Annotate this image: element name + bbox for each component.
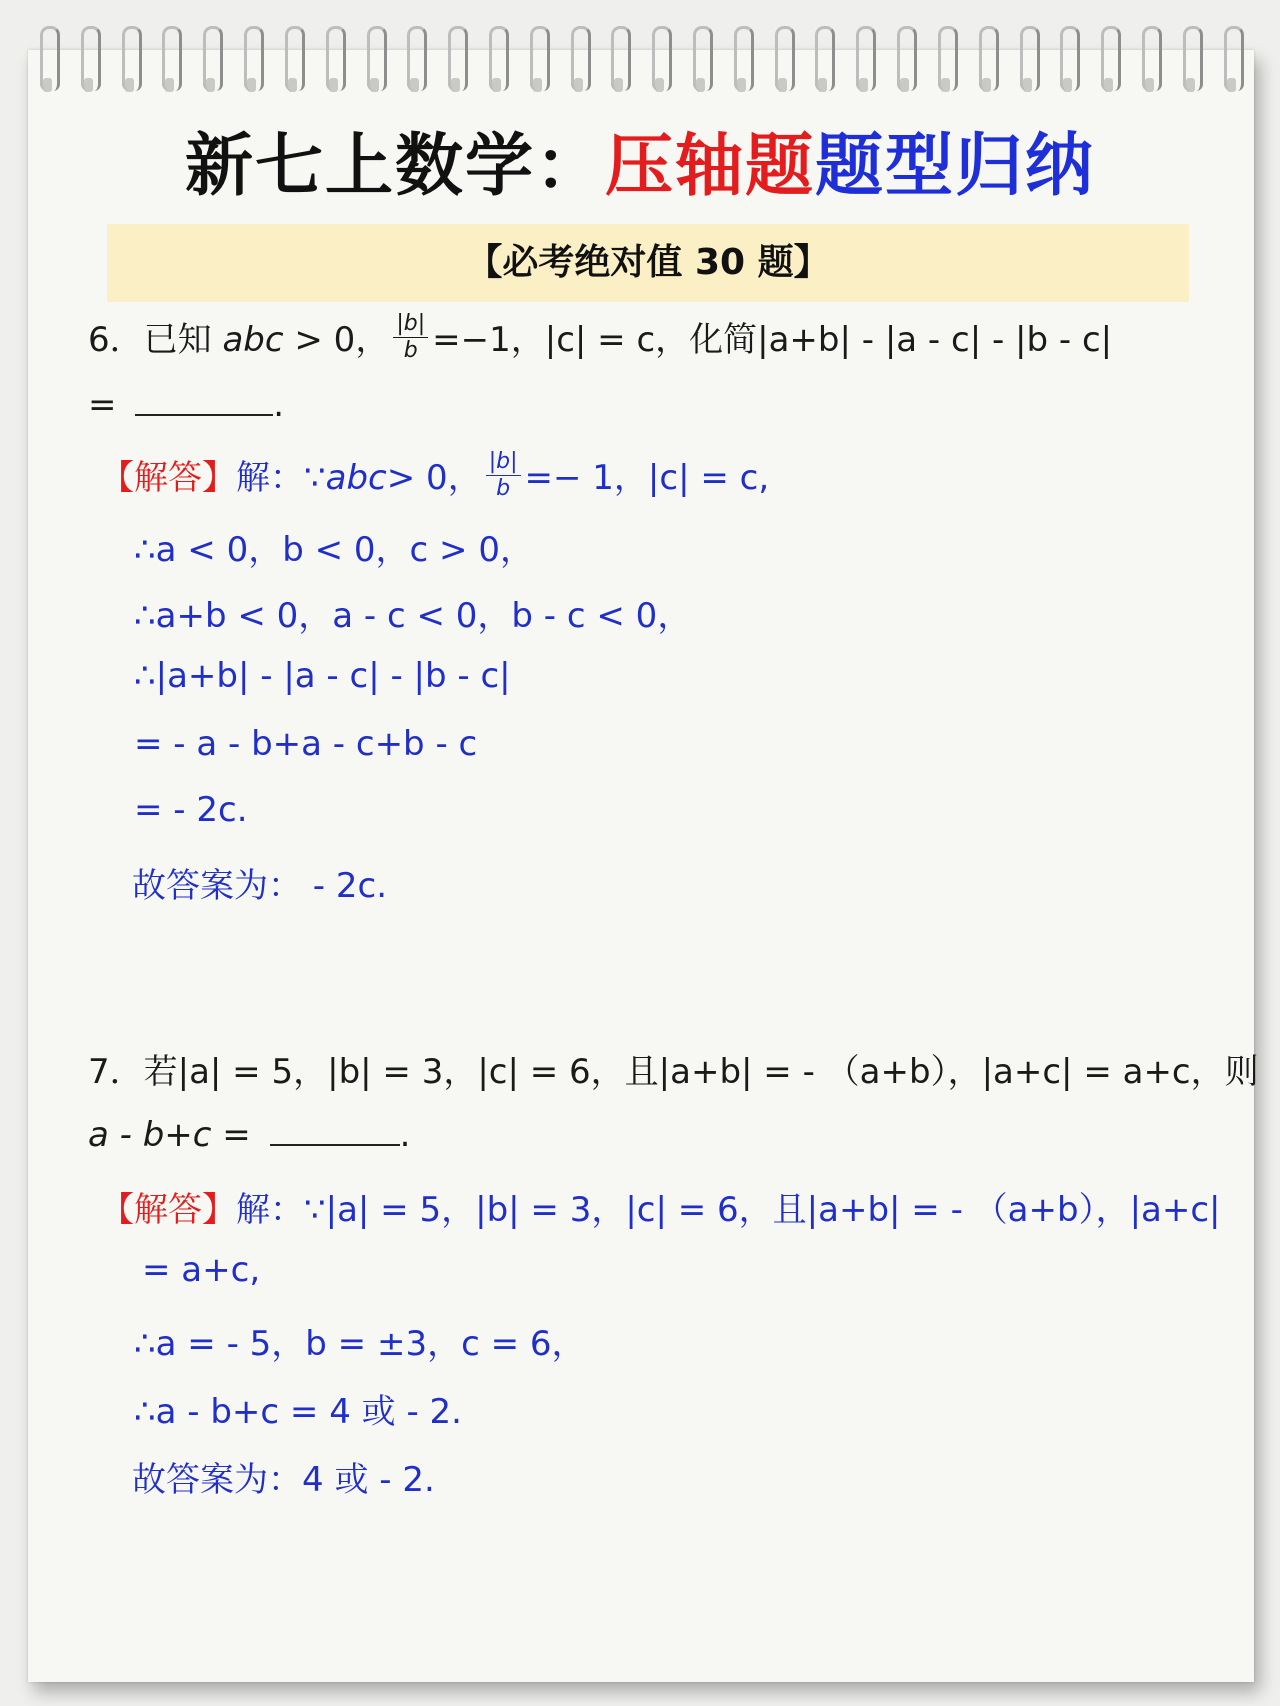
binding-ring xyxy=(650,26,670,96)
binding-ring xyxy=(773,26,793,96)
binding-ring xyxy=(120,26,140,96)
binding-ring xyxy=(895,26,915,96)
binding-ring xyxy=(1140,26,1160,96)
binding-ring xyxy=(528,26,548,96)
binding-ring xyxy=(324,26,344,96)
answer-blank xyxy=(135,384,273,416)
binding-ring xyxy=(813,26,833,96)
binding-ring xyxy=(283,26,303,96)
q7-line-1: 7．若|a| = 5，|b| = 3，|c| = 6，且|a+b| = - （a+b），|a+c| = a+c，则 xyxy=(88,1052,1259,1092)
banner-text: 【必考绝对值 30 题】 xyxy=(466,242,830,283)
binding-ring xyxy=(38,26,58,96)
q6-line-2: = . xyxy=(88,385,285,425)
binding-ring xyxy=(79,26,99,96)
q6-answer-line-2: ∴a < 0，b < 0，c > 0， xyxy=(134,530,534,570)
binding-ring xyxy=(160,26,180,96)
q7-answer-line-5: 故答案为：4 或 - 2. xyxy=(132,1460,435,1500)
binding-ring xyxy=(936,26,956,96)
binding-ring xyxy=(1099,26,1119,96)
binding-ring xyxy=(405,26,425,96)
q6-answer-line-6: = - 2c. xyxy=(134,790,248,830)
binding-ring xyxy=(854,26,874,96)
binding-ring xyxy=(1222,26,1242,96)
q6-answer-line-1: 【解答】解：∵abc> 0， $\frac{|b|}{b}$ =− 1，|c| = c, xyxy=(100,449,770,501)
binding-ring xyxy=(1018,26,1038,96)
binding-ring xyxy=(201,26,221,96)
title-part-1: 新七上数学： xyxy=(184,127,605,206)
section-banner xyxy=(107,224,1189,302)
q6-answer-line-5: = - a - b+a - c+b - c xyxy=(134,724,478,764)
q7-line-2: a - b+c = . xyxy=(88,1115,411,1155)
spiral-binding xyxy=(38,26,1242,100)
q6-line-1: 6．已知 abc > 0， $\frac{|b|}{b}$ =−1，|c| = c，化简|a+b| - |a - c| - |b - c| xyxy=(88,311,1113,363)
binding-ring xyxy=(1058,26,1078,96)
binding-ring xyxy=(1181,26,1201,96)
q6-answer-line-4: ∴|a+b| - |a - c| - |b - c| xyxy=(134,656,511,696)
q7-answer-line-4: ∴a - b+c = 4 或 - 2. xyxy=(134,1392,462,1432)
answer-tag: 【解答】 xyxy=(100,458,236,498)
binding-ring xyxy=(242,26,262,96)
q6-answer-line-7: 故答案为： - 2c. xyxy=(132,866,388,906)
binding-ring xyxy=(609,26,629,96)
q6-fraction: $\frac{|b|}{b}$ xyxy=(393,311,428,364)
q6-answer-fraction: $\frac{|b|}{b}$ xyxy=(486,449,521,502)
answer-tag: 【解答】 xyxy=(100,1190,236,1230)
binding-ring xyxy=(487,26,507,96)
answer-blank xyxy=(270,1114,400,1146)
q7-answer-line-1: 【解答】解：∵|a| = 5，|b| = 3，|c| = 6，且|a+b| = - （a+b），|a+c| xyxy=(100,1190,1221,1230)
binding-ring xyxy=(446,26,466,96)
page-title xyxy=(0,112,1280,209)
title-part-2: 压轴题 xyxy=(604,127,815,206)
binding-ring xyxy=(365,26,385,96)
binding-ring xyxy=(691,26,711,96)
q7-answer-line-3: ∴a = - 5，b = ±3，c = 6， xyxy=(134,1324,586,1364)
q6-answer-line-3: ∴a+b < 0，a - c < 0，b - c < 0， xyxy=(134,596,692,636)
binding-ring xyxy=(569,26,589,96)
title-part-3: 题型归纳 xyxy=(815,127,1096,206)
binding-ring xyxy=(977,26,997,96)
binding-ring xyxy=(732,26,752,96)
q7-answer-line-2: = a+c, xyxy=(142,1250,261,1290)
